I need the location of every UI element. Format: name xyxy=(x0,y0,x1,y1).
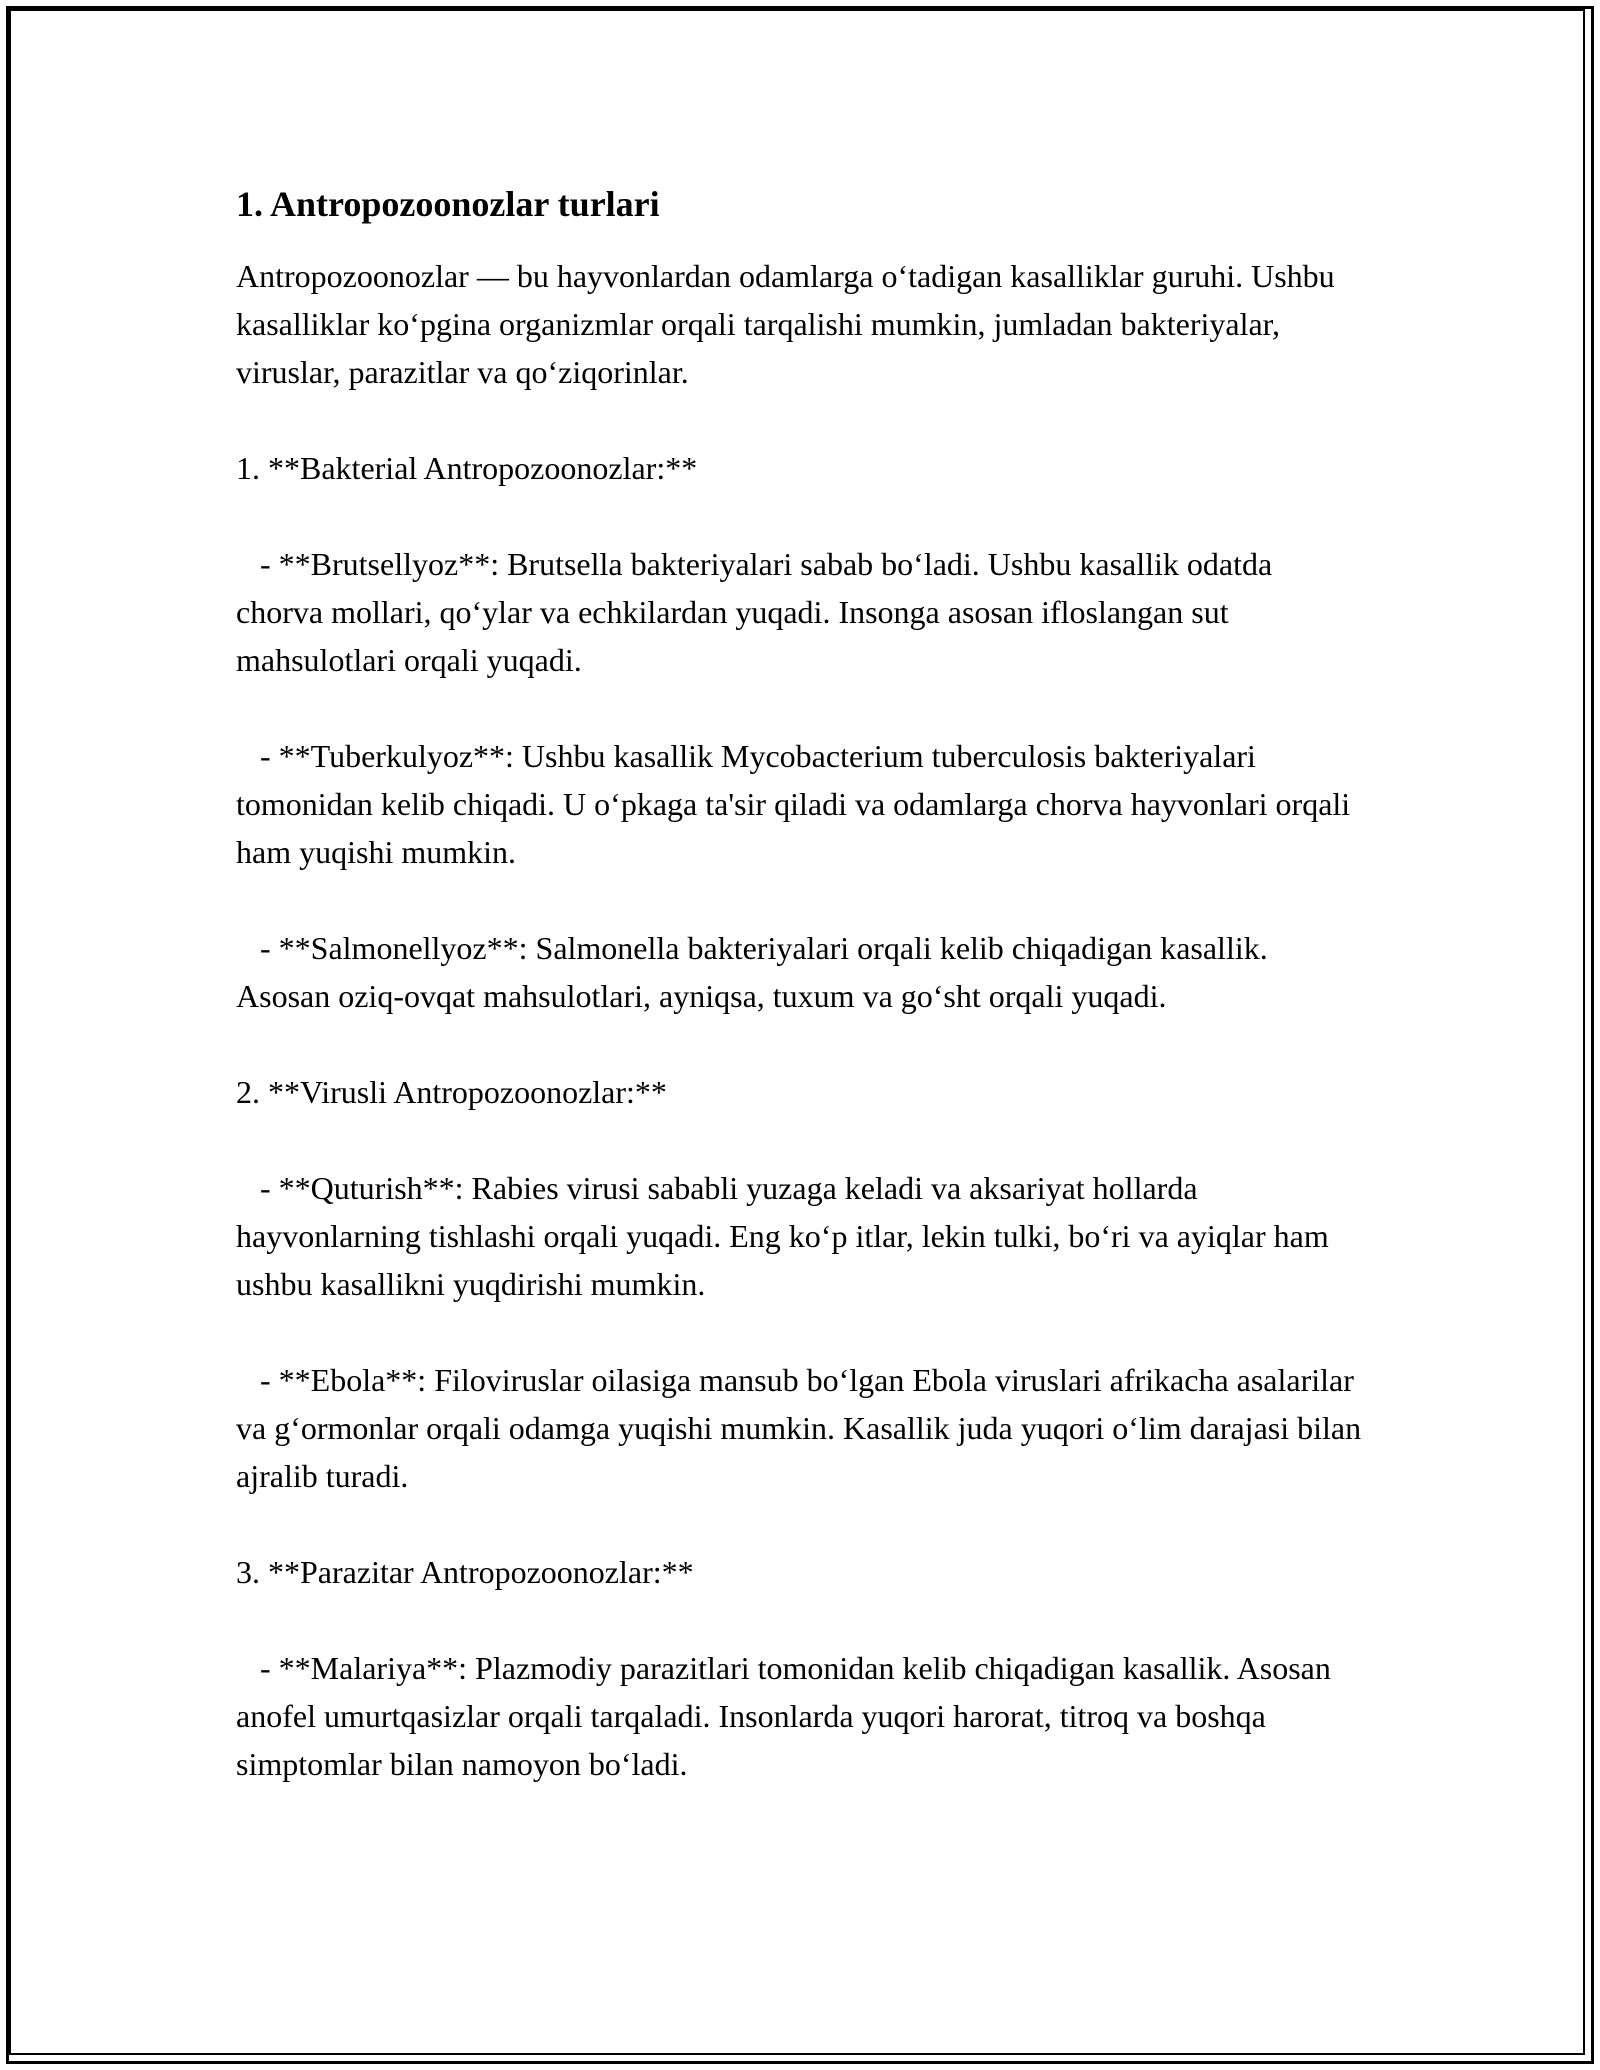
page-title: 1. Antropozoonozlar turlari xyxy=(236,184,660,224)
section-heading-bacterial: 1. **Bakterial Antropozoonozlar:** xyxy=(236,450,698,486)
list-item-ebola: - **Ebola**: Filoviruslar oilasiga mansub bo‘lgan Ebola viruslari afrikacha asalarilar va g‘ormonlar orqali odamga yuqishi mumkin. Kasallik juda yuqori o‘lim darajasi bilan ajralib turadi. xyxy=(236,1362,1370,1494)
section-heading-viral: 2. **Virusli Antropozoonozlar:** xyxy=(236,1074,667,1110)
section-heading-parasitic: 3. **Parazitar Antropozoonozlar:** xyxy=(236,1554,694,1590)
list-item-quturish: - **Quturish**: Rabies virusi sababli yuzaga keladi va aksariyat hollarda hayvonlarning tishlashi orqali yuqadi. Eng ko‘p itlar, lekin tulki, bo‘ri va ayiqlar ham ushbu kasallikni yuqdirishi mumkin. xyxy=(236,1170,1337,1302)
list-item-salmonellyoz: - **Salmonellyoz**: Salmonella bakteriyalari orqali kelib chiqadigan kasallik. Asosan oziq-ovqat mahsulotlari, ayniqsa, tuxum va go‘sht orqali yuqadi. xyxy=(236,930,1274,1014)
list-item-tuberkulyoz: - **Tuberkulyoz**: Ushbu kasallik Mycobacterium tuberculosis bakteriyalari tomonidan kelib chiqadi. U o‘pkaga ta'sir qiladi va odamlarga chorva hayvonlari orqali ham yuqishi mumkin. xyxy=(236,738,1359,870)
list-item-malariya: - **Malariya**: Plazmodiy parazitlari tomonidan kelib chiqadigan kasallik. Asosan anofel umurtqasizlar orqali tarqaladi. Insonlarda yuqori harorat, titroq va boshqa simptomlar bilan namoyon bo‘ladi. xyxy=(236,1650,1339,1782)
intro-paragraph: Antropozoonozlar — bu hayvonlardan odamlarga o‘tadigan kasalliklar guruhi. Ushbu kasalliklar ko‘pgina organizmlar orqali tarqalishi mumkin, jumladan bakteriyalar, viruslar, parazitlar va qo‘ziqorinlar. xyxy=(236,258,1343,390)
document-body xyxy=(236,180,1370,1788)
list-item-brutsellyoz: - **Brutsellyoz**: Brutsella bakteriyalari sabab bo‘ladi. Ushbu kasallik odatda chorva mollari, qo‘ylar va echkilardan yuqadi. Insonga asosan ifloslangan sut mahsulotlari orqali yuqadi. xyxy=(236,546,1281,678)
